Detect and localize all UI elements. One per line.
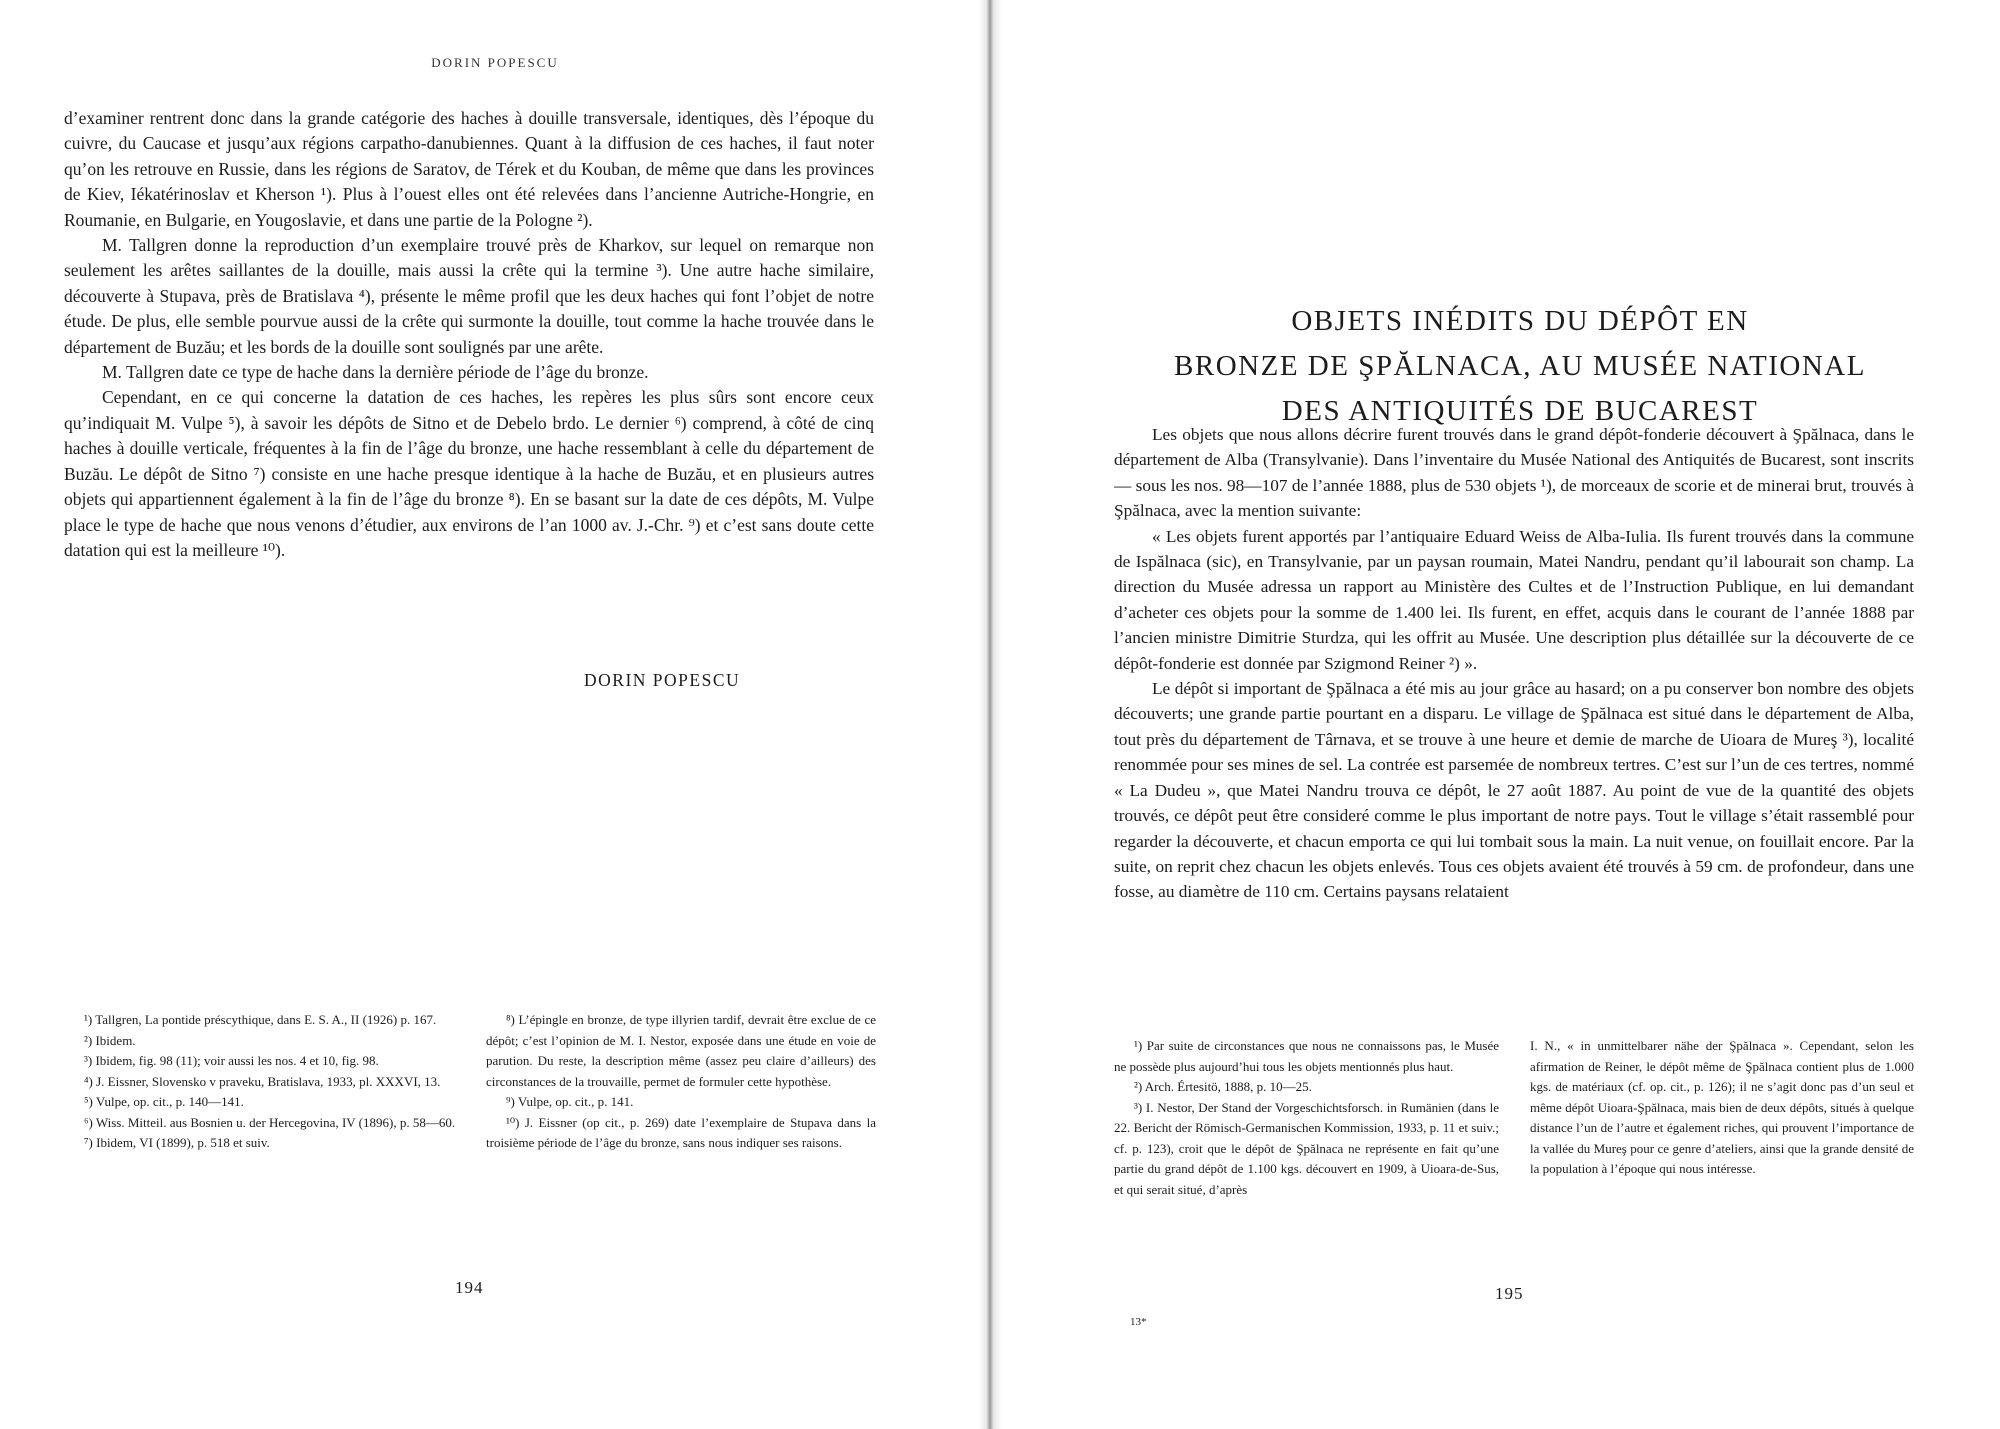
footnote: ⁶) Wiss. Mitteil. aus Bosnien u. der Hercegovina, IV (1896), p. 58—60. [84, 1114, 456, 1130]
footnote: ¹⁰) J. Eissner (op cit., p. 269) date l’exemplaire de Stupava dans la troisième période de l’âge du bronze, sans nous indiquer ses raisons. [486, 1114, 876, 1150]
paragraph: M. Tallgren date ce type de hache dans la dernière période de l’âge du bronze. [102, 362, 649, 383]
left-body-text [64, 106, 874, 563]
author-signature: DORIN POPESCU [584, 670, 741, 690]
article-title [1120, 299, 1920, 434]
footnotes-column-1 [1114, 1036, 1499, 1200]
footnote: ¹) Tallgren, La pontide préscythique, dans E. S. A., II (1926) p. 167. [84, 1012, 437, 1027]
left-page [0, 0, 990, 1429]
footnotes-column-2 [1530, 1036, 1914, 1180]
footnote: ⁸) L’épingle en bronze, de type illyrien tardif, devrait être exclue de ce dépôt; c’est l’opinion de M. I. Nestor, exposée dans une étude en voie de parution. Du reste, la description même (assez peu claire d’ailleurs) des circonstances de la trouvaille, permet de formuler cette hypothèse. [486, 1012, 876, 1089]
running-head: DORIN POPESCU [431, 55, 559, 70]
title-line: DES ANTIQUITÉS DE BUCAREST [1281, 395, 1759, 428]
footnote: ³) Ibidem, fig. 98 (11); voir aussi les nos. 4 et 10, fig. 98. [84, 1053, 379, 1068]
footnotes-column-1 [64, 1010, 464, 1154]
footnote: ⁵) Vulpe, op. cit., p. 140—141. [84, 1094, 244, 1109]
paragraph: Cependant, en ce qui concerne la datation de ces haches, les repères les plus sûrs sont encore ceux qu’indiquait M. Vulpe ⁵), à savoir les dépôts de Sitno et de Debelo brdo. Le dernier ⁶) comprend, à côté de cinq haches à douille verticale, fréquentes à la fin de l’âge du bronze, une hache ressemblant à celle du département de Buzău. Le dépôt de Sitno ⁷) consiste en une hache presque identique à la hache de Buzău, et en plusieurs autres objets qui appartiennent également à la fin de l’âge du bronze ⁸). En se basant sur la date de ces dépôts, M. Vulpe place le type de hache que nous venons d’étudier, aux environs de l’an 1000 av. J.-Chr. ⁹) et c’est sans doute cette datation qui est la meilleure ¹⁰). [64, 387, 874, 560]
footnote: ⁹) Vulpe, op. cit., p. 141. [506, 1094, 634, 1109]
footnote: ²) Arch. Értesitö, 1888, p. 10—25. [1134, 1079, 1312, 1094]
right-body-text [1114, 422, 1914, 905]
title-line: BRONZE DE ŞPĂLNACA, AU MUSÉE NATIONAL [1174, 350, 1866, 383]
footnote: ²) Ibidem. [84, 1032, 136, 1048]
paragraph: M. Tallgren donne la reproduction d’un exemplaire trouvé près de Kharkov, sur lequel on remarque non seulement les arêtes saillantes de la douille, mais aussi la crête qui la termine ³). Une autre hache similaire, découverte à Stupava, près de Bratislava ⁴), présente le même profil que les deux haches qui font l’objet de notre étude. De plus, elle semble pourvue aussi de la crête qui surmonte la douille, tout comme la hache trouvée dans le département de Buzău; et les bords de la douille sont soulignés par une arête. [64, 235, 874, 357]
footnote: ³) I. Nestor, Der Stand der Vorgeschichtsforsch. in Rumänien (dans le 22. Bericht der Römisch-Germanischen Kommission, 1933, p. 11 et suiv.; cf. p. 123), croit que le dépôt de Şpălnaca ne représente en fait qu’une partie du grand dépôt de 1.100 kgs. découvert en 1909, à Uioara-de-Sus, et qui serait situé, d’après [1114, 1099, 1499, 1197]
page-number: 195 [1495, 1284, 1524, 1303]
paragraph: « Les objets furent apportés par l’antiquaire Eduard Weiss de Alba-Iulia. Ils furent trouvés dans la commune de Ispălnaca (sic), en Transylvanie, par un paysan roumain, Matei Nandru, pendant qu’il labourait son champ. La direction du Musée adressa un rapport au Ministère des Cultes et de l’Instruction Publique, en lui demandant d’acheter ces objets pour la somme de 1.400 lei. Ils furent, en effet, acquis dans le courant de l’année 1888 par l’ancien ministre Dimitrie Sturdza, qui les offrit au Musée. Une description plus détaillée sur la découverte de ce dépôt-fonderie est donnée par Szigmond Reiner ²) ». [1114, 526, 1914, 673]
page-number: 194 [455, 1278, 484, 1297]
right-page [990, 0, 2000, 1429]
paragraph: Les objets que nous allons décrire furent trouvés dans le grand dépôt-fonderie découvert à Şpălnaca, dans le département de Alba (Transylvanie). Dans l’inventaire du Musée National des Antiquités de Bucarest, sont inscrits — sous les nos. 98—107 de l’année 1888, plus de 530 objets ¹), de morceaux de scorie et de minerai brut, trouvés à Şpălnaca, avec la mention suivante: [1114, 425, 1914, 521]
footnote: I. N., « in unmittelbarer nähe der Şpălnaca ». Cependant, selon les afirmation de Reiner, le dépôt même de Şpălnaca contient plus de 1.000 kgs. de matériaux (cf. op. cit., p. 126); il ne s’agit donc pas d’un seul et même dépôt Uioara-Şpălnaca, mais bien de deux dépôts, situés à quelque distance l’un de l’autre et également riches, qui prouvent l’importance de la vallée du Mureş pour ce genre d’ateliers, ainsi que la grande densité de la population à l’époque qui nous intéresse. [1530, 1038, 1914, 1176]
footnote: ¹) Par suite de circonstances que nous ne connaissons pas, le Musée ne possède plus aujourd’hui tous les objets mentionnés plus haut. [1114, 1038, 1499, 1074]
paragraph: d’examiner rentrent donc dans la grande catégorie des haches à douille transversale, identiques, dès l’époque du cuivre, du Caucase et jusqu’aux régions carpatho-danubiennes. Quant à la diffusion de ces haches, il faut noter qu’on les retrouve en Russie, dans les régions de Saratov, de Térek et du Kouban, de même que dans les provinces de Kiev, Iékatérinoslav et Kherson ¹). Plus à l’ouest elles ont été relevées dans l’ancienne Autriche-Hongrie, en Roumanie, en Bulgarie, en Yougoslavie, et dans une partie de la Pologne ²). [64, 108, 874, 230]
paragraph: Le dépôt si important de Şpălnaca a été mis au jour grâce au hasard; on a pu conserver bon nombre des objets découverts; une grande partie pourtant en a disparu. Le village de Şpălnaca est situé dans le département de Alba, tout près du département de Târnava, et se trouve à une heure et demie de marche de Uioara de Mureş ³), localité renommée pour ses mines de sel. La contrée est parsemée de nombreux tertres. C’est sur l’un de ces tertres, nommé « La Dudeu », que Matei Nandru trouva ce dépôt, le 27 août 1887. Au point de vue de la quantité des objets trouvés, ce dépôt peut être consideré comme le plus important de notre pays. Tout le village s’était rassemblé pour regarder la découverte, et chacun emporta ce qui lui tombait sous la main. La nuit venue, on fouillait encore. Par la suite, on reprit chez chacun les objets enlevés. Tous ces objets avaient été trouvés à 59 cm. de profondeur, dans une fosse, au diamètre de 110 cm. Certains paysans relataient [1114, 679, 1914, 902]
footnote: ⁴) J. Eissner, Slovensko v praveku, Bratislava, 1933, pl. XXXVI, 13. [84, 1073, 441, 1089]
footnote: ⁷) Ibidem, VI (1899), p. 518 et suiv. [84, 1135, 270, 1150]
footnotes-column-2 [486, 1010, 876, 1154]
printer-signature-mark: 13* [1130, 1316, 1147, 1328]
title-line: OBJETS INÉDITS DU DÉPÔT EN [1291, 305, 1749, 338]
